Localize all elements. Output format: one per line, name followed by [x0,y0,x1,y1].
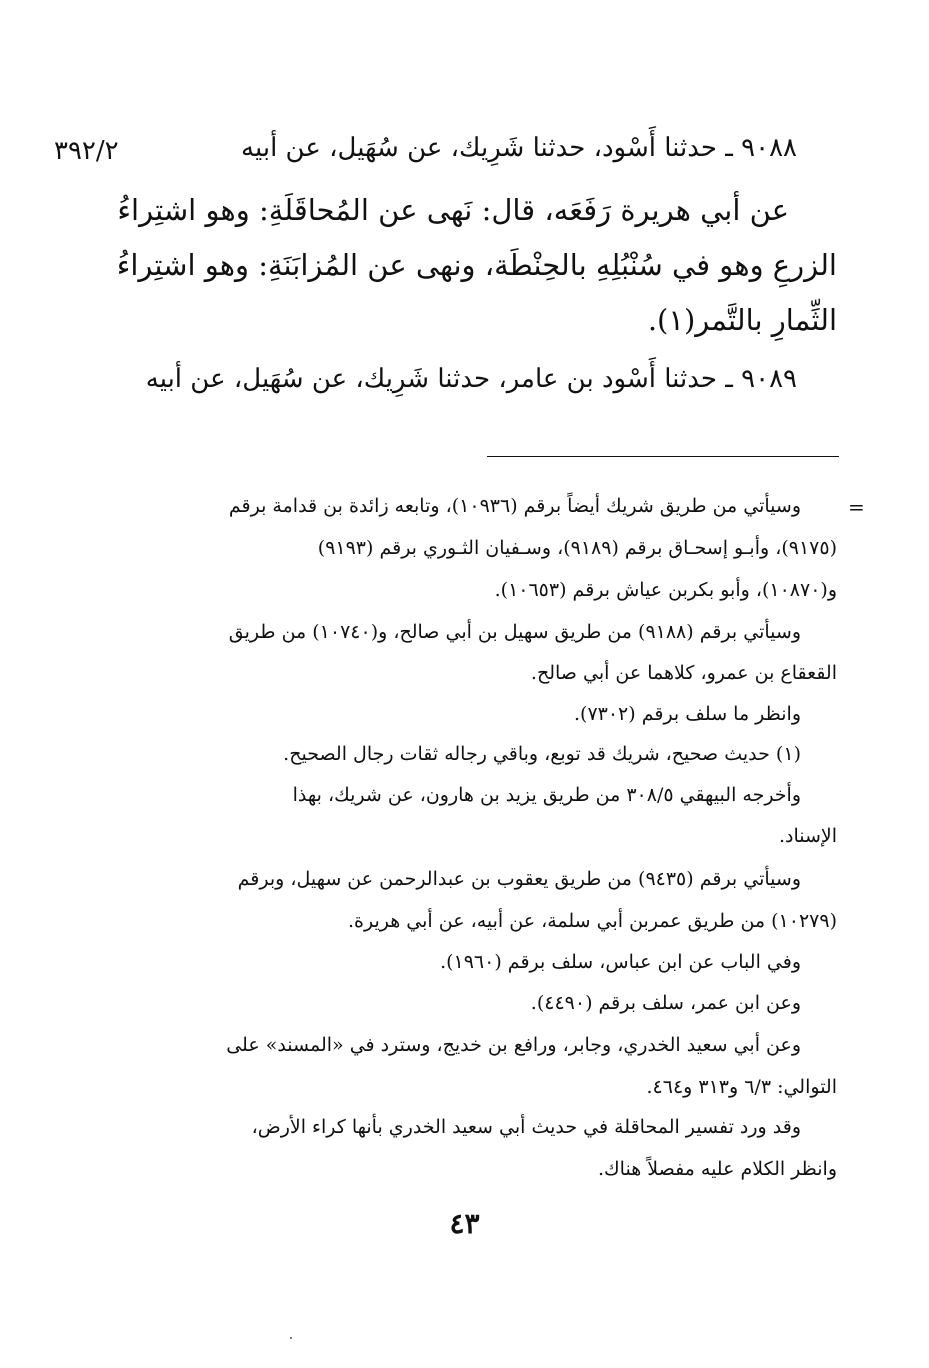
footnote-line: وفي الباب عن ابن عباس، سلف برقم (١٩٦٠). [440,951,801,973]
footnote-line: وسيأتي برقم (٩١٨٨) من طريق سهيل بن أبي صالح، و(١٠٧٤٠) من طريق [228,621,801,643]
hadith-text-line: الثِّمارِ بالتَّمر(١). [647,303,837,337]
footnote-line: (٩١٧٥)، وأبـو إسحـاق برقم (٩١٨٩)، وسـفيان الثـوري برقم (٩١٩٣) [317,537,837,559]
hadith-9089-header: ٩٠٨٩ ـ حدثنا أَسْود بن عامر، حدثنا شَرِيك، عن سُهَيل، عن أبيه [145,364,797,394]
page-number: ٤٣ [449,1207,480,1240]
hadith-text-line: عن أبي هريرة رَفَعَه، قال: نَهى عن المُحاقَلَةِ: وهو اشتِراءُ [117,193,789,227]
footnote-line: وسيأتي من طريق شريك أيضاً برقم (١٠٩٣٦)، وتابعه زائدة بن قدامة برقم [228,495,801,517]
footnote-line: وعن ابن عمر، سلف برقم (٤٤٩٠). [530,992,801,1014]
footnote-line: الإسناد. [778,825,837,847]
footnote-continuation-mark: = [848,495,865,519]
footnote-line: وانظر ما سلف برقم (٧٣٠٢). [573,703,801,725]
footnote-line: وقد ورد تفسير المحاقلة في حديث أبي سعيد الخدري بأنها كراء الأرض، [251,1116,801,1138]
footnote-line: وانظر الكلام عليه مفصلاً هناك. [597,1158,837,1180]
footnote-separator [487,456,839,457]
footnote-line: (١٠٢٧٩) من طريق عمربن أبي سلمة، عن أبيه، عن أبي هريرة. [347,910,837,932]
hadith-9088-header: ٩٠٨٨ ـ حدثنا أَسْود، حدثنا شَرِيك، عن سُهَيل، عن أبيه [241,133,797,163]
hadith-text-line: الزرعِ وهو في سُنْبُلِهِ بالحِنْطَة، ونهى عن المُزابَنَةِ: وهو اشتِراءُ [116,248,837,282]
footnote-1: (١) حديث صحيح، شريك قد توبع، وباقي رجاله ثقات رجال الصحيح. [283,743,801,765]
footnote-line: وسيأتي برقم (٩٤٣٥) من طريق يعقوب بن عبدالرحمن عن سهيل، وبرقم [237,868,801,890]
volume-page-reference: ٣٩٢/٢ [54,136,119,166]
footnote-line: التوالي: ٦/٣ و٣١٣ و٤٦٤. [646,1076,837,1098]
footnote-line: و(١٠٨٧٠)، وأبو بكربن عياش برقم (١٠٦٥٣). [494,579,837,601]
footnote-line: وأخرجه البيهقي ٣٠٨/٥ من طريق يزيد بن هارون، عن شريك، بهذا [292,784,801,806]
scan-speck [290,1337,292,1339]
footnote-line: القعقاع بن عمرو، كلاهما عن أبي صالح. [530,662,837,684]
footnote-line: وعن أبي سعيد الخدري، وجابر، ورافع بن خديج، وسترد في «المسند» على [226,1034,801,1056]
